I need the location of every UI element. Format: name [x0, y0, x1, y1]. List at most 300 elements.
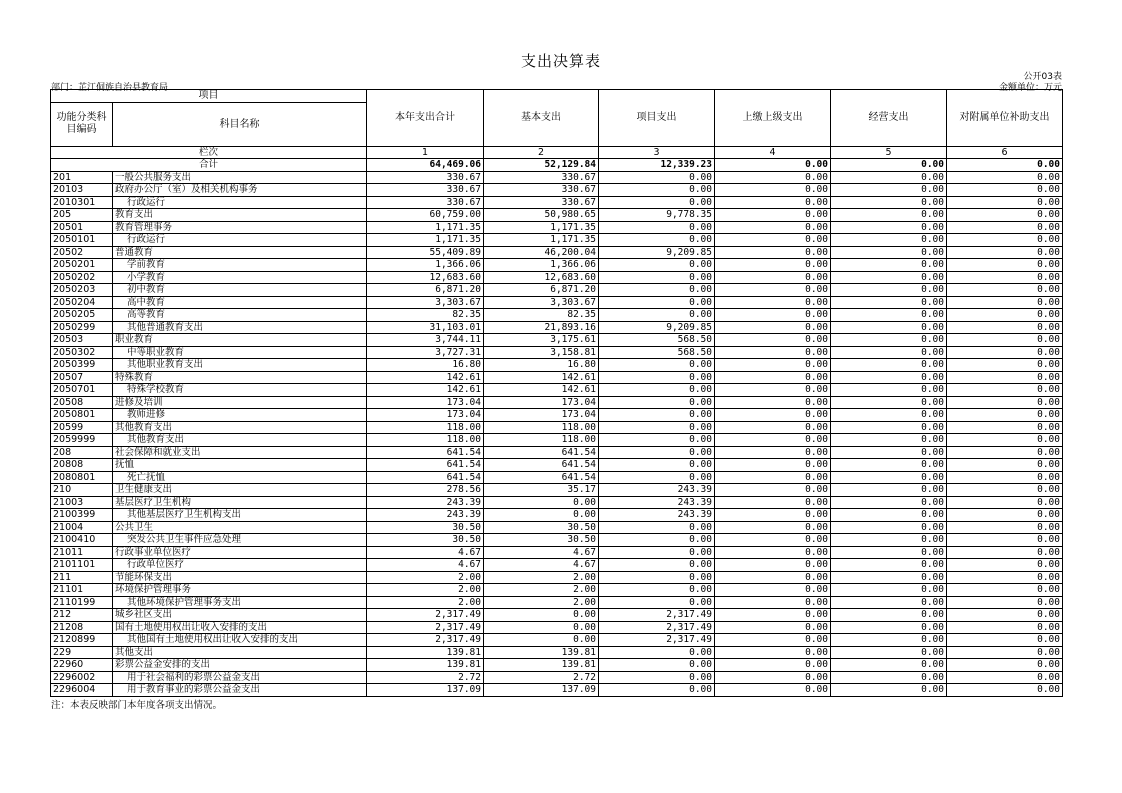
- row-value: 0.00: [715, 621, 831, 634]
- total-value: 52,129.84: [484, 159, 599, 172]
- row-value: 0.00: [831, 434, 947, 447]
- row-value: 0.00: [831, 634, 947, 647]
- row-value: 0.00: [831, 621, 947, 634]
- row-value: 0.00: [599, 596, 715, 609]
- table-row: [51, 471, 1063, 484]
- table-row: [51, 371, 1063, 384]
- row-value: 2.00: [484, 571, 599, 584]
- row-value: 0.00: [831, 359, 947, 372]
- column-number: 3: [599, 146, 715, 159]
- table-row: [51, 246, 1063, 259]
- row-code: 20503: [51, 334, 113, 347]
- row-value: 0.00: [831, 296, 947, 309]
- row-value: 0.00: [831, 571, 947, 584]
- row-value: 641.54: [484, 459, 599, 472]
- row-value: 0.00: [947, 209, 1063, 222]
- row-value: 568.50: [599, 346, 715, 359]
- header-col-total: 本年支出合计: [367, 90, 484, 147]
- row-value: 0.00: [831, 609, 947, 622]
- row-value: 0.00: [831, 659, 947, 672]
- row-code: 2050201: [51, 259, 113, 272]
- row-value: 142.61: [484, 371, 599, 384]
- header-col-project: 项目支出: [599, 90, 715, 147]
- row-code: 208: [51, 446, 113, 459]
- row-subject-name: 一般公共服务支出: [113, 171, 367, 184]
- row-value: 0.00: [831, 584, 947, 597]
- row-value: 0.00: [715, 421, 831, 434]
- row-subject-name: 学前教育: [113, 259, 367, 272]
- total-value: 0.00: [831, 159, 947, 172]
- total-value: 12,339.23: [599, 159, 715, 172]
- table-row: [51, 684, 1063, 697]
- row-value: 0.00: [599, 521, 715, 534]
- row-value: 0.00: [599, 546, 715, 559]
- row-value: 2.00: [367, 584, 484, 597]
- row-value: 0.00: [831, 171, 947, 184]
- row-value: 0.00: [947, 371, 1063, 384]
- row-value: 1,366.06: [367, 259, 484, 272]
- row-subject-name: 行政运行: [113, 196, 367, 209]
- table-row: [51, 259, 1063, 272]
- row-value: 1,171.35: [484, 234, 599, 247]
- row-value: 139.81: [484, 646, 599, 659]
- row-value: 0.00: [947, 521, 1063, 534]
- column-number: 6: [947, 146, 1063, 159]
- row-value: 641.54: [367, 446, 484, 459]
- row-value: 0.00: [831, 309, 947, 322]
- row-value: 0.00: [947, 296, 1063, 309]
- row-value: 330.67: [367, 184, 484, 197]
- row-value: 0.00: [947, 271, 1063, 284]
- column-number: 1: [367, 146, 484, 159]
- row-value: 9,209.85: [599, 246, 715, 259]
- row-value: 0.00: [599, 271, 715, 284]
- row-value: 0.00: [599, 359, 715, 372]
- page-title: 支出决算表: [520, 52, 601, 70]
- row-code: 2050302: [51, 346, 113, 359]
- row-value: 0.00: [831, 646, 947, 659]
- row-code: 2080801: [51, 471, 113, 484]
- row-code: 2050299: [51, 321, 113, 334]
- row-value: 3,744.11: [367, 334, 484, 347]
- row-value: 0.00: [831, 509, 947, 522]
- row-value: 641.54: [484, 446, 599, 459]
- table-row: [51, 384, 1063, 397]
- row-value: 0.00: [947, 334, 1063, 347]
- row-value: 0.00: [947, 621, 1063, 634]
- header-row-1: [51, 90, 1063, 103]
- row-value: 2.00: [484, 596, 599, 609]
- row-value: 4.67: [367, 546, 484, 559]
- row-code: 2050203: [51, 284, 113, 297]
- row-value: 0.00: [947, 421, 1063, 434]
- table-row: [51, 309, 1063, 322]
- row-subject-name: 高等教育: [113, 309, 367, 322]
- table-row: [51, 559, 1063, 572]
- row-value: 0.00: [831, 446, 947, 459]
- table-row: [51, 659, 1063, 672]
- row-code: 20507: [51, 371, 113, 384]
- row-subject-name: 中等职业教育: [113, 346, 367, 359]
- row-value: 30.50: [484, 521, 599, 534]
- table-row: [51, 571, 1063, 584]
- row-subject-name: 其他国有土地使用权出让收入安排的支出: [113, 634, 367, 647]
- row-code: 2100410: [51, 534, 113, 547]
- footnote: 注：本表反映部门本年度各项支出情况。: [51, 700, 223, 711]
- header-func-code: 功能分类科目编码: [51, 102, 113, 146]
- row-code: 22960: [51, 659, 113, 672]
- row-value: 0.00: [831, 546, 947, 559]
- row-value: 137.09: [367, 684, 484, 697]
- row-value: 4.67: [367, 559, 484, 572]
- row-subject-name: 用于教育事业的彩票公益金支出: [113, 684, 367, 697]
- header-col-upper: 上缴上级支出: [715, 90, 831, 147]
- row-value: 0.00: [947, 571, 1063, 584]
- row-value: 1,171.35: [367, 234, 484, 247]
- table-row: [51, 496, 1063, 509]
- row-subject-name: 其他教育支出: [113, 434, 367, 447]
- row-value: 0.00: [947, 446, 1063, 459]
- row-value: 21,893.16: [484, 321, 599, 334]
- row-value: 3,303.67: [484, 296, 599, 309]
- row-value: 568.50: [599, 334, 715, 347]
- row-value: 0.00: [715, 359, 831, 372]
- row-value: 0.00: [484, 634, 599, 647]
- row-value: 0.00: [715, 671, 831, 684]
- row-value: 0.00: [947, 246, 1063, 259]
- unit-label: 金额单位：万元: [998, 83, 1062, 93]
- row-value: 0.00: [831, 684, 947, 697]
- form-number: 公开03表: [1023, 72, 1062, 82]
- row-value: 0.00: [947, 459, 1063, 472]
- row-value: 641.54: [367, 459, 484, 472]
- header-col-basic: 基本支出: [484, 90, 599, 147]
- row-subject-name: 社会保障和就业支出: [113, 446, 367, 459]
- row-value: 0.00: [831, 459, 947, 472]
- row-value: 0.00: [715, 459, 831, 472]
- row-value: 0.00: [715, 384, 831, 397]
- row-value: 2,317.49: [367, 621, 484, 634]
- table-row: [51, 646, 1063, 659]
- table-row: [51, 409, 1063, 422]
- row-code: 211: [51, 571, 113, 584]
- row-subject-name: 其他教育支出: [113, 421, 367, 434]
- table-row: [51, 184, 1063, 197]
- row-value: 0.00: [599, 234, 715, 247]
- column-number: 2: [484, 146, 599, 159]
- row-value: 142.61: [367, 384, 484, 397]
- header-col-subsidy: 对附属单位补助支出: [947, 90, 1063, 147]
- row-value: 641.54: [367, 471, 484, 484]
- row-value: 16.80: [484, 359, 599, 372]
- row-value: 1,366.06: [484, 259, 599, 272]
- row-value: 1,171.35: [367, 221, 484, 234]
- table-row: [51, 171, 1063, 184]
- row-subject-name: 死亡抚恤: [113, 471, 367, 484]
- row-value: 0.00: [715, 609, 831, 622]
- table-row: [51, 634, 1063, 647]
- row-value: 0.00: [599, 671, 715, 684]
- row-value: 641.54: [484, 471, 599, 484]
- row-value: 0.00: [599, 446, 715, 459]
- row-value: 0.00: [484, 609, 599, 622]
- header-subject-name: 科目名称: [113, 102, 367, 146]
- row-code: 2050202: [51, 271, 113, 284]
- row-value: 0.00: [947, 671, 1063, 684]
- row-value: 0.00: [484, 496, 599, 509]
- row-code: 21003: [51, 496, 113, 509]
- row-value: 0.00: [715, 571, 831, 584]
- row-code: 20502: [51, 246, 113, 259]
- row-value: 0.00: [947, 496, 1063, 509]
- row-value: 0.00: [831, 271, 947, 284]
- row-code: 2296004: [51, 684, 113, 697]
- row-value: 137.09: [484, 684, 599, 697]
- row-value: 0.00: [715, 496, 831, 509]
- row-value: 0.00: [947, 434, 1063, 447]
- row-value: 0.00: [831, 346, 947, 359]
- row-subject-name: 公共卫生: [113, 521, 367, 534]
- row-code: 229: [51, 646, 113, 659]
- row-value: 243.39: [599, 484, 715, 497]
- row-value: 2,317.49: [599, 634, 715, 647]
- row-value: 0.00: [715, 209, 831, 222]
- row-value: 0.00: [599, 421, 715, 434]
- row-value: 243.39: [599, 496, 715, 509]
- row-value: 0.00: [715, 309, 831, 322]
- row-value: 0.00: [947, 359, 1063, 372]
- row-value: 2.00: [484, 584, 599, 597]
- row-value: 330.67: [367, 196, 484, 209]
- row-value: 0.00: [599, 584, 715, 597]
- table-row: [51, 296, 1063, 309]
- row-value: 0.00: [831, 409, 947, 422]
- table-row: [51, 421, 1063, 434]
- row-value: 0.00: [947, 684, 1063, 697]
- row-value: 0.00: [831, 209, 947, 222]
- row-value: 0.00: [947, 534, 1063, 547]
- row-value: 0.00: [831, 334, 947, 347]
- row-value: 0.00: [831, 184, 947, 197]
- row-value: 0.00: [947, 484, 1063, 497]
- row-value: 12,683.60: [484, 271, 599, 284]
- row-value: 0.00: [599, 459, 715, 472]
- row-value: 31,103.01: [367, 321, 484, 334]
- row-subject-name: 其他支出: [113, 646, 367, 659]
- row-value: 1,171.35: [484, 221, 599, 234]
- row-value: 0.00: [947, 659, 1063, 672]
- row-value: 0.00: [947, 234, 1063, 247]
- row-code: 210: [51, 484, 113, 497]
- row-subject-name: 教育支出: [113, 209, 367, 222]
- row-value: 0.00: [599, 409, 715, 422]
- row-value: 0.00: [715, 334, 831, 347]
- row-value: 0.00: [599, 559, 715, 572]
- row-value: 0.00: [715, 659, 831, 672]
- row-value: 0.00: [715, 534, 831, 547]
- row-value: 3,303.67: [367, 296, 484, 309]
- row-value: 139.81: [367, 659, 484, 672]
- row-code: 2050701: [51, 384, 113, 397]
- row-value: 0.00: [831, 196, 947, 209]
- row-value: 0.00: [947, 259, 1063, 272]
- header-project: 项目: [51, 90, 367, 103]
- row-value: 0.00: [715, 371, 831, 384]
- row-value: 330.67: [484, 184, 599, 197]
- row-value: 9,778.35: [599, 209, 715, 222]
- row-value: 0.00: [831, 496, 947, 509]
- row-value: 0.00: [715, 471, 831, 484]
- row-value: 0.00: [831, 384, 947, 397]
- row-subject-name: 行政事业单位医疗: [113, 546, 367, 559]
- row-value: 82.35: [484, 309, 599, 322]
- table-row: [51, 546, 1063, 559]
- row-value: 118.00: [367, 434, 484, 447]
- table-body: [51, 90, 1063, 697]
- row-value: 0.00: [831, 284, 947, 297]
- row-code: 2110199: [51, 596, 113, 609]
- row-value: 118.00: [484, 434, 599, 447]
- row-value: 0.00: [715, 409, 831, 422]
- table-row: [51, 209, 1063, 222]
- total-value: 64,469.06: [367, 159, 484, 172]
- row-code: 21011: [51, 546, 113, 559]
- row-value: 0.00: [831, 521, 947, 534]
- row-subject-name: 卫生健康支出: [113, 484, 367, 497]
- row-value: 330.67: [367, 171, 484, 184]
- row-code: 2101101: [51, 559, 113, 572]
- row-code: 20599: [51, 421, 113, 434]
- row-value: 0.00: [599, 184, 715, 197]
- row-value: 278.56: [367, 484, 484, 497]
- department-label: 部门：芷江侗族自治县教育局: [51, 83, 169, 93]
- row-value: 0.00: [715, 284, 831, 297]
- row-value: 0.00: [599, 171, 715, 184]
- row-value: 0.00: [484, 509, 599, 522]
- row-code: 20508: [51, 396, 113, 409]
- row-value: 0.00: [831, 559, 947, 572]
- row-value: 0.00: [599, 434, 715, 447]
- row-subject-name: 用于社会福利的彩票公益金支出: [113, 671, 367, 684]
- row-value: 0.00: [599, 384, 715, 397]
- row-value: 0.00: [715, 446, 831, 459]
- row-value: 3,158.81: [484, 346, 599, 359]
- row-value: 0.00: [831, 371, 947, 384]
- row-value: 0.00: [831, 484, 947, 497]
- row-value: 0.00: [947, 221, 1063, 234]
- table-row: [51, 459, 1063, 472]
- row-code: 201: [51, 171, 113, 184]
- row-value: 118.00: [484, 421, 599, 434]
- row-value: 55,409.89: [367, 246, 484, 259]
- table-row: [51, 446, 1063, 459]
- column-number-label: 栏次: [51, 146, 367, 159]
- row-code: 205: [51, 209, 113, 222]
- row-value: 46,200.04: [484, 246, 599, 259]
- row-code: 2100399: [51, 509, 113, 522]
- table-row: [51, 221, 1063, 234]
- row-value: 30.50: [367, 521, 484, 534]
- row-value: 0.00: [715, 646, 831, 659]
- row-value: 0.00: [599, 471, 715, 484]
- row-value: 0.00: [715, 396, 831, 409]
- row-value: 330.67: [484, 171, 599, 184]
- row-subject-name: 小学教育: [113, 271, 367, 284]
- row-value: 0.00: [947, 509, 1063, 522]
- table-row: [51, 271, 1063, 284]
- row-subject-name: 普通教育: [113, 246, 367, 259]
- row-value: 0.00: [599, 396, 715, 409]
- row-subject-name: 行政单位医疗: [113, 559, 367, 572]
- row-subject-name: 初中教育: [113, 284, 367, 297]
- table-row: [51, 346, 1063, 359]
- row-value: 0.00: [715, 596, 831, 609]
- table-row: [51, 596, 1063, 609]
- row-code: 2120899: [51, 634, 113, 647]
- table-row: [51, 321, 1063, 334]
- table-row: [51, 521, 1063, 534]
- row-code: 2050204: [51, 296, 113, 309]
- row-value: 4.67: [484, 559, 599, 572]
- row-value: 0.00: [947, 584, 1063, 597]
- row-subject-name: 抚恤: [113, 459, 367, 472]
- row-value: 0.00: [715, 221, 831, 234]
- row-value: 0.00: [947, 596, 1063, 609]
- row-subject-name: 政府办公厅（室）及相关机构事务: [113, 184, 367, 197]
- row-value: 142.61: [367, 371, 484, 384]
- row-value: 0.00: [599, 646, 715, 659]
- row-value: 0.00: [715, 634, 831, 647]
- table-row: [51, 671, 1063, 684]
- table-row: [51, 484, 1063, 497]
- row-subject-name: 其他职业教育支出: [113, 359, 367, 372]
- row-value: 0.00: [947, 546, 1063, 559]
- row-value: 4.67: [484, 546, 599, 559]
- row-value: 30.50: [367, 534, 484, 547]
- row-value: 0.00: [947, 559, 1063, 572]
- table-row: [51, 334, 1063, 347]
- row-code: 21208: [51, 621, 113, 634]
- row-value: 0.00: [599, 371, 715, 384]
- row-value: 0.00: [715, 246, 831, 259]
- row-value: 0.00: [947, 171, 1063, 184]
- row-value: 0.00: [947, 471, 1063, 484]
- row-code: 2050205: [51, 309, 113, 322]
- row-value: 0.00: [715, 584, 831, 597]
- row-value: 12,683.60: [367, 271, 484, 284]
- row-value: 0.00: [831, 246, 947, 259]
- row-value: 6,871.20: [484, 284, 599, 297]
- row-value: 2.00: [367, 571, 484, 584]
- row-value: 0.00: [599, 309, 715, 322]
- row-value: 0.00: [947, 396, 1063, 409]
- row-value: 0.00: [599, 196, 715, 209]
- row-subject-name: 高中教育: [113, 296, 367, 309]
- row-value: 30.50: [484, 534, 599, 547]
- total-value: 0.00: [947, 159, 1063, 172]
- row-value: 330.67: [484, 196, 599, 209]
- row-value: 0.00: [947, 196, 1063, 209]
- row-subject-name: 行政运行: [113, 234, 367, 247]
- row-value: 0.00: [831, 396, 947, 409]
- row-subject-name: 城乡社区支出: [113, 609, 367, 622]
- row-value: 0.00: [947, 184, 1063, 197]
- row-value: 0.00: [715, 546, 831, 559]
- row-subject-name: 节能环保支出: [113, 571, 367, 584]
- row-value: 0.00: [831, 221, 947, 234]
- row-value: 0.00: [599, 571, 715, 584]
- row-value: 0.00: [599, 296, 715, 309]
